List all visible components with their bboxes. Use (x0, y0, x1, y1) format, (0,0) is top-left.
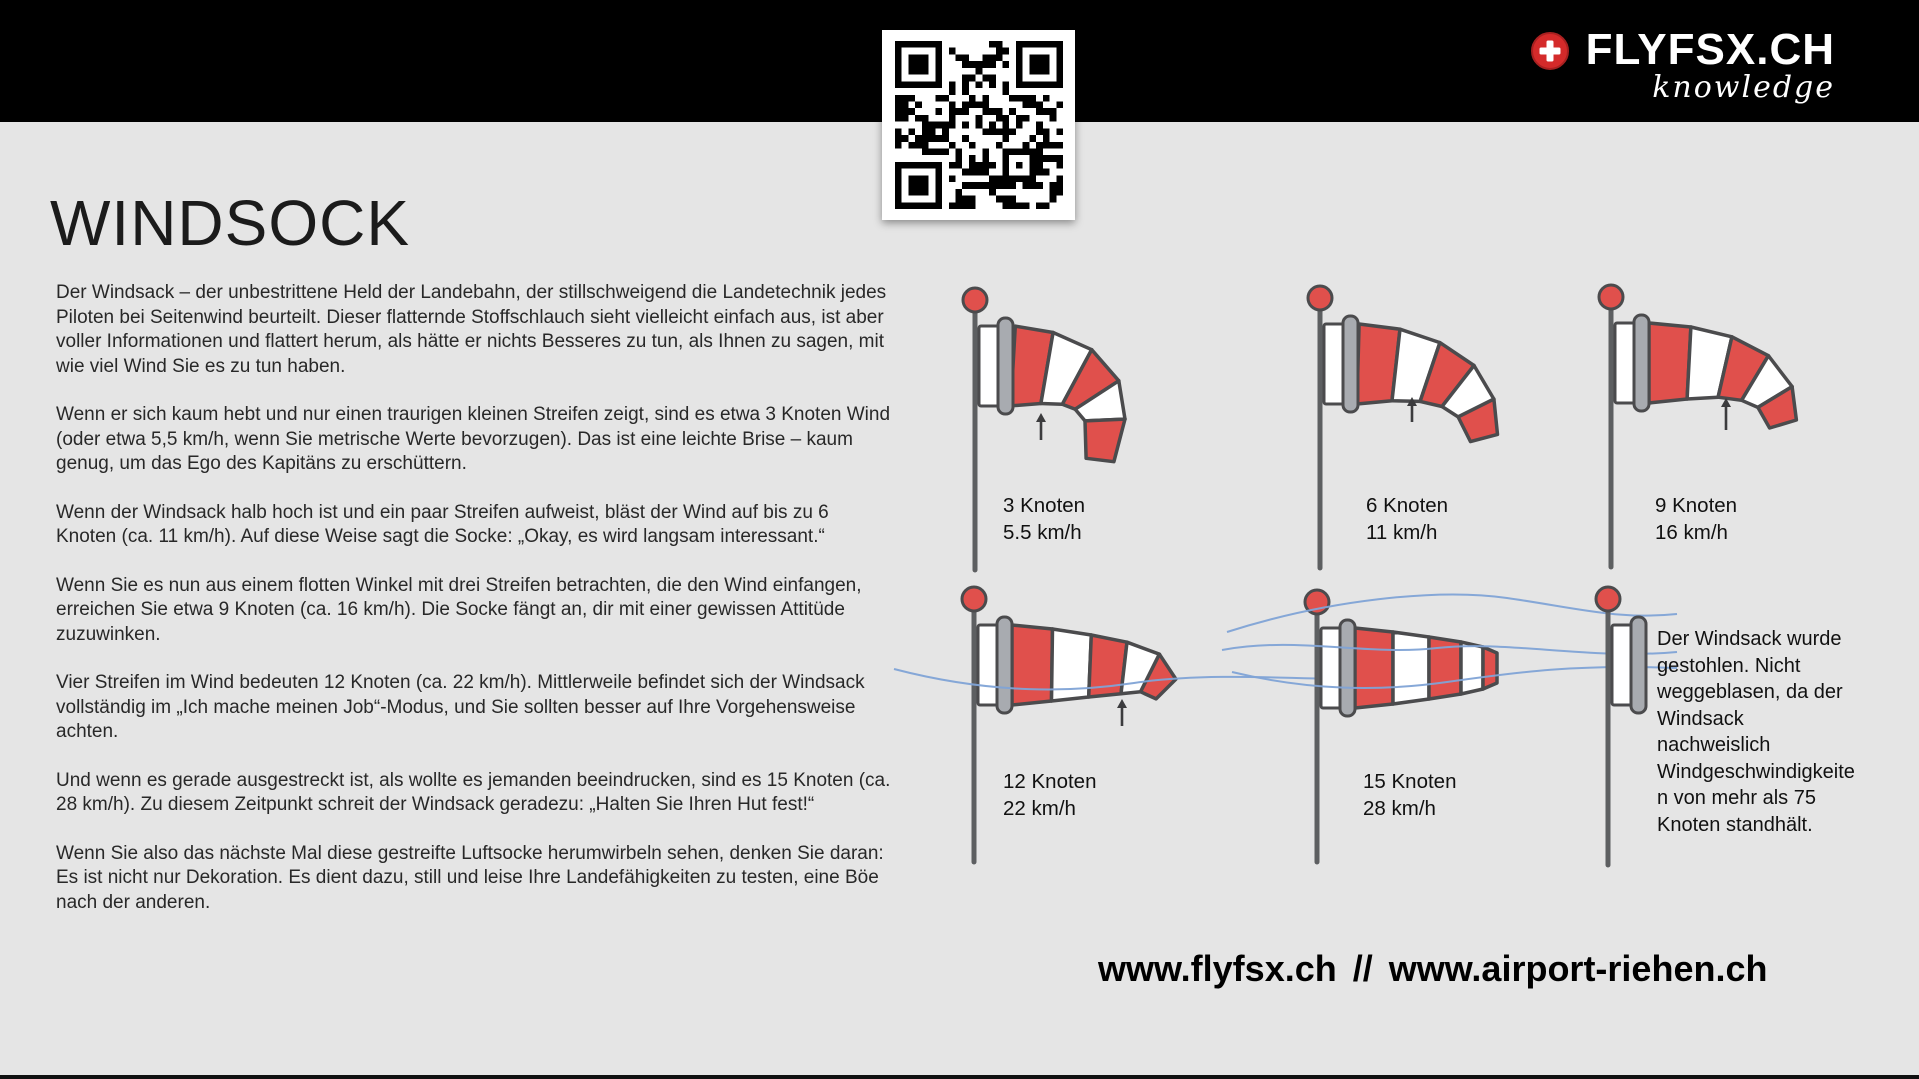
paragraph-3-knots: Wenn er sich kaum hebt und nur einen traurigen kleinen Streifen zeigt, sind es etwa 3 Knoten Wind (oder etwa 5,5 km/h, wenn Sie metrische Werte bevorzugen). Das ist eine leichte Brise – kaum genug, um das Ego des Kapitäns zu erschüttern. (56, 404, 891, 474)
figure-label-12-knots: 12 Knoten 22 km/h (1003, 770, 1097, 820)
footer-urls (1098, 948, 1767, 990)
figure-label-6-knots: 6 Knoten 11 km/h (1366, 494, 1449, 544)
paragraph-9-knots: Wenn Sie es nun aus einem flotten Winkel mit drei Streifen betrachten, die den Wind einfangen, erreichen Sie etwa 9 Knoten (ca. 16 km/h). Die Socke fängt an, dir mit einer gewissen Attitüde zuzuwinken. (56, 574, 862, 645)
paragraph-12-knots: Vier Streifen im Wind bedeuten 12 Knoten (ca. 22 km/h). Mittlerweile befindet sich der Windsack vollständig im „Ich mache meinen Job“-Modus, und Sie sollten besser auf Ihre Vorgehensweise achten. (56, 672, 865, 742)
qr-card (882, 30, 1075, 220)
brand-tagline: knowledge (1652, 70, 1835, 105)
qr-code-icon (895, 41, 1063, 209)
paragraph-15-knots: Und wenn es gerade ausgestreckt ist, als wollte es jemanden beeindrucken, sind es 15 Knoten (ca. 28 km/h). Zu diesem Zeitpunkt schreit der Windsack geradezu: „Halten Sie Ihren Hut fest!“ (56, 769, 891, 815)
brand-name: FLYFSX.CH (1585, 25, 1835, 74)
windsock-figure-3-knots (935, 270, 1275, 582)
figure-label-3-knots: 3 Knoten 5.5 km/h (1003, 494, 1086, 544)
windsock-figure-12-knots (934, 569, 1274, 881)
paragraph-intro: Der Windsack – der unbestrittene Held der Landebahn, der stillschweigend die Landetechnik jedes Piloten bei Seitenwind beurteilt. Dieser flatternde Stoffschlauch sieht vielleicht einfach aus, ist aber voller Informationen und flattert herum, als hätte er nichts Besseres zu tun, als Ihnen zu sagen, mit wie viel Wind Sie es zu tun haben. (56, 282, 887, 377)
windsock-figure-9-knots (1571, 267, 1911, 579)
windsock-figure-6-knots (1280, 268, 1620, 580)
brand-logo (1530, 25, 1835, 105)
bottom-edge-line (0, 1075, 1919, 1079)
stolen-windsock-note: Der Windsack wurde gestohlen. Nicht weggeblasen, da der Windsack nachweislich Windgeschwindigkeiten von mehr als 75 Knoten standhält. (1657, 628, 1855, 836)
paragraph-conclusion: Wenn Sie also das nächste Mal diese gestreifte Luftsocke herumwirbeln sehen, denken Sie daran: Es ist nicht nur Dekoration. Es dient dazu, still und leise Ihre Landefähigkeiten zu testen, eine Böe nach der anderen. (56, 842, 884, 913)
url-separator: // (1352, 948, 1373, 989)
swiss-cross-icon (1530, 31, 1570, 105)
article (56, 281, 891, 915)
url-airport-riehen: www.airport-riehen.ch (1388, 948, 1768, 989)
figure-label-15-knots: 15 Knoten 28 km/h (1363, 770, 1457, 820)
url-flyfsx: www.flyfsx.ch (1098, 948, 1337, 989)
windsock-figure-15-knots (1277, 572, 1617, 884)
figure-label-9-knots: 9 Knoten 16 km/h (1655, 494, 1738, 544)
page-title: WINDSOCK (50, 187, 410, 259)
paragraph-6-knots: Wenn der Windsack halb hoch ist und ein paar Streifen aufweist, bläst der Wind auf bis zu 6 Knoten (ca. 11 km/h). Auf diese Weise sagt die Socke: „Okay, es wird langsam interessant.“ (56, 501, 829, 547)
